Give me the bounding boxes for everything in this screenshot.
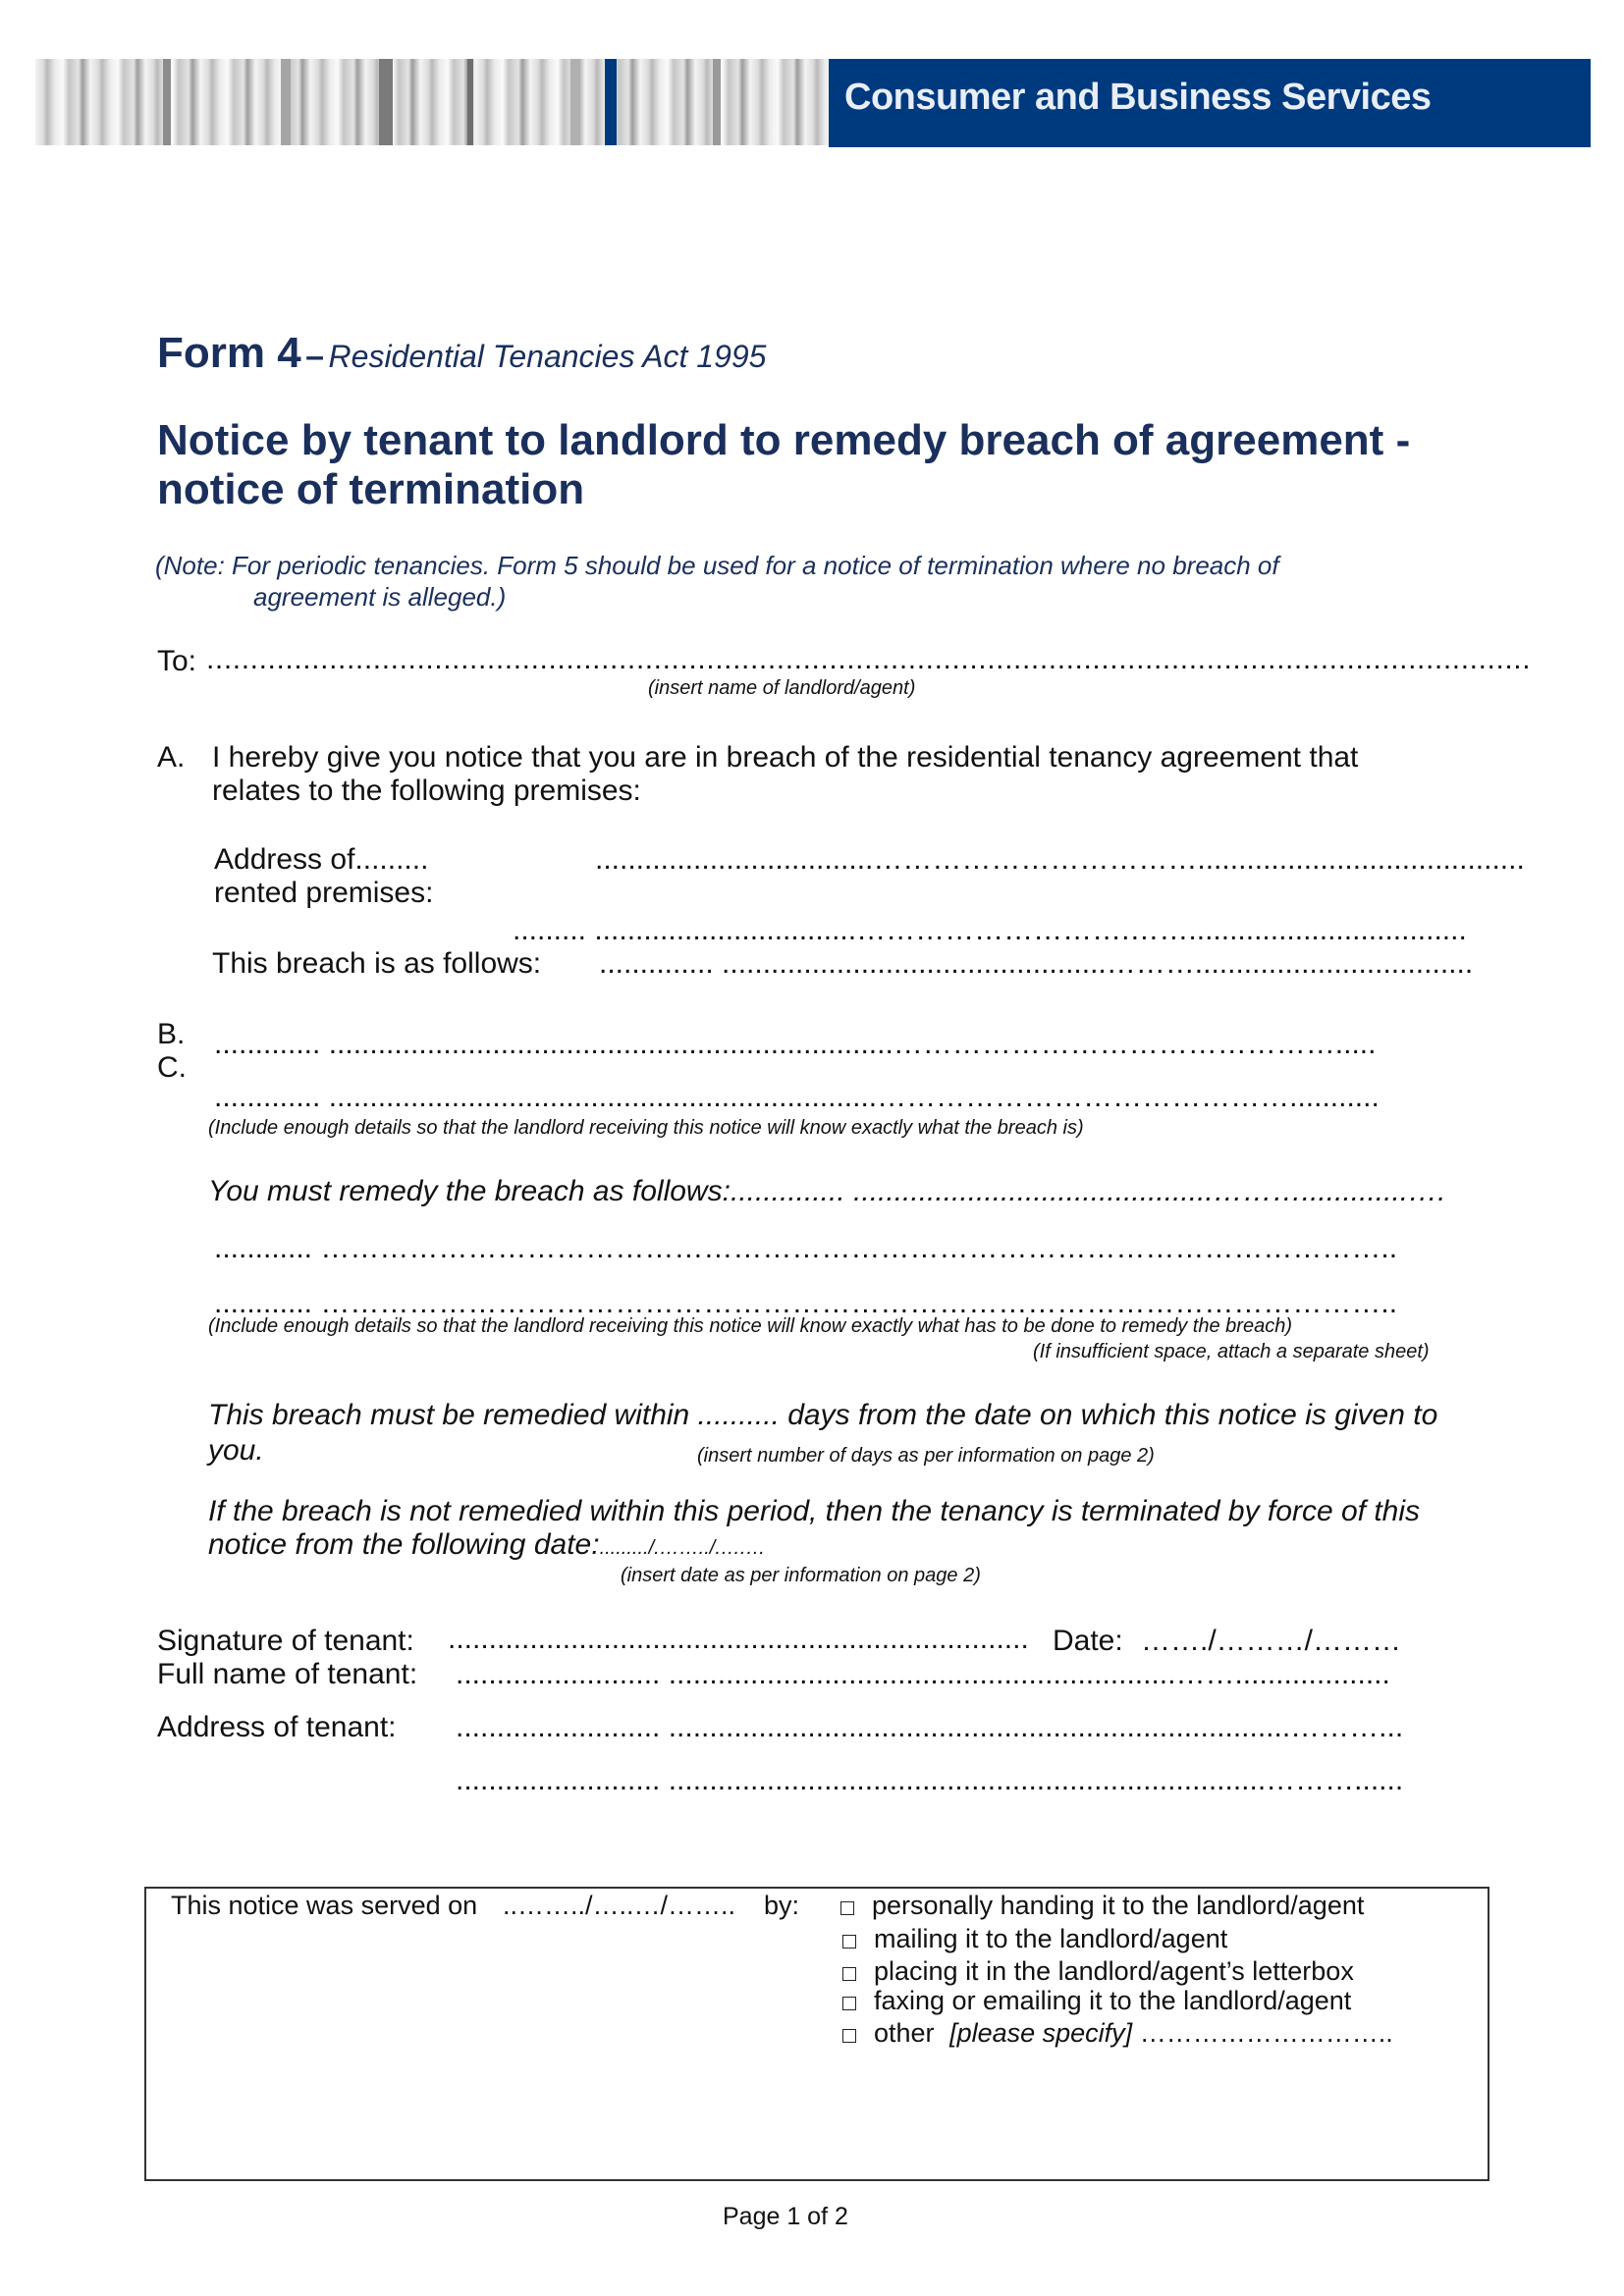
tenant-address-field-2[interactable]: ......................... .........................................................................………...... — [456, 1764, 1404, 1796]
remedy-field-3[interactable]: ............ ……………………………………………………………………………………………….. — [214, 1287, 1398, 1319]
form-title-line1: Notice by tenant to landlord to remedy breach of agreement - — [157, 416, 1411, 464]
address-label-line2: rented premises: — [214, 877, 434, 909]
other-specify-field[interactable]: ……………………….. — [1139, 2018, 1393, 2048]
served-on-label: This notice was served on — [171, 1891, 478, 1920]
signature-label: Signature of tenant: — [157, 1625, 414, 1657]
note-line1: (Note: For periodic tenancies. Form 5 should be used for a notice of termination where no breach of — [155, 551, 1279, 580]
checkbox-other[interactable] — [842, 2029, 856, 2043]
tenant-address-field-1[interactable]: ......................... ............................................................................………... — [456, 1711, 1404, 1743]
address-field-2[interactable]: ......... ................................……………………….…….................................. — [513, 914, 1467, 946]
act-name: Residential Tenancies Act 1995 — [328, 339, 767, 374]
breach-detail-field-1[interactable]: ............. .....................................................................………………………………………..... — [214, 1028, 1377, 1060]
days-caption: (insert number of days as per information on page 2) — [697, 1445, 1155, 1467]
checkbox-fax-email[interactable] — [842, 1997, 856, 2010]
header-banner-stripes — [35, 59, 829, 145]
form-title-line2: notice of termination — [157, 465, 585, 513]
signature-field[interactable]: ....................................................................... — [448, 1623, 1029, 1655]
option-other: other — [874, 2018, 935, 2048]
to-caption: (insert name of landlord/agent) — [648, 677, 916, 699]
section-a-marker: A. — [157, 741, 186, 774]
termination-line1: If the breach is not remedied within this period, then the tenancy is terminated by force of this — [208, 1495, 1420, 1527]
section-a-line1: I hereby give you notice that you are in breach of the residential tenancy agreement that — [212, 741, 1359, 774]
date-caption: (insert date as per information on page 2) — [621, 1565, 981, 1586]
breach-detail-field-2[interactable]: ............. ...................................................................……………………………………........... — [214, 1081, 1380, 1113]
remedy-field-2[interactable]: ............ ……………………………………………………………………………………………….. — [214, 1232, 1398, 1264]
breach-label: This breach is as follows: — [212, 947, 542, 980]
remedy-field-1[interactable]: .............. ............................................……….............…. — [731, 1175, 1446, 1207]
option-fax-email: faxing or emailing it to the landlord/agent — [874, 1986, 1352, 2015]
termination-line2: notice from the following date: — [208, 1528, 600, 1561]
checkbox-mailing[interactable] — [842, 1935, 856, 1949]
full-name-field[interactable]: ......................... ..............................................................……................... — [456, 1658, 1390, 1690]
section-c-marker: C. — [157, 1051, 187, 1084]
form-number: Form 4 — [157, 329, 301, 377]
note-line2: agreement is alleged.) — [253, 582, 507, 612]
option-other-wrap — [874, 2018, 1393, 2049]
option-mailing: mailing it to the landlord/agent — [874, 1924, 1228, 1953]
form-heading — [157, 329, 766, 378]
page-number: Page 1 of 2 — [723, 2203, 848, 2230]
section-b-marker: B. — [157, 1018, 186, 1050]
remedy-caption: (Include enough details so that the landlord receiving this notice will know exactly what has to be done to remedy the breach) — [208, 1315, 1292, 1337]
remedy-within-line2: you. — [208, 1434, 264, 1467]
full-name-label: Full name of tenant: — [157, 1658, 418, 1690]
breach-caption: (Include enough details so that the landlord receiving this notice will know exactly what the breach is) — [208, 1117, 1084, 1139]
termination-date-field[interactable]: ........./.……../.….… — [599, 1537, 766, 1559]
space-caption: (If insufficient space, attach a separate sheet) — [1033, 1341, 1430, 1362]
termination-line2-wrap — [208, 1527, 765, 1563]
option-personally: personally handing it to the landlord/agent — [872, 1891, 1365, 1920]
org-name: Consumer and Business Services — [844, 77, 1432, 118]
tenant-address-label: Address of tenant: — [157, 1711, 397, 1743]
date-label: Date: — [1053, 1625, 1123, 1657]
to-field[interactable]: ....................................................................................................................................................... — [206, 643, 1532, 675]
option-letterbox: placing it in the landlord/agent’s letterbox — [874, 1956, 1354, 1986]
served-by-label: by: — [764, 1891, 800, 1920]
remedy-within-line1: This breach must be remedied within .......... days from the date on which this notice is given to — [208, 1399, 1438, 1431]
signature-date-field[interactable]: ……./………/……… — [1141, 1625, 1402, 1657]
checkbox-personally[interactable] — [840, 1901, 854, 1915]
to-label: To: — [157, 645, 197, 677]
other-specify-hint: [please specify] — [949, 2018, 1133, 2048]
address-field-1[interactable]: ..................................……………………………........................................ — [595, 843, 1525, 876]
breach-field[interactable]: .............. ...............................................……….................................. — [599, 947, 1474, 980]
checkbox-letterbox[interactable] — [842, 1967, 856, 1981]
address-label-line1: Address of......... — [214, 843, 429, 876]
section-a-line2: relates to the following premises: — [212, 774, 641, 807]
remedy-label: You must remedy the breach as follows: — [208, 1175, 731, 1207]
form-dash: – — [305, 338, 325, 375]
served-date-field[interactable]: ..……../…..…/…….. — [503, 1891, 736, 1920]
